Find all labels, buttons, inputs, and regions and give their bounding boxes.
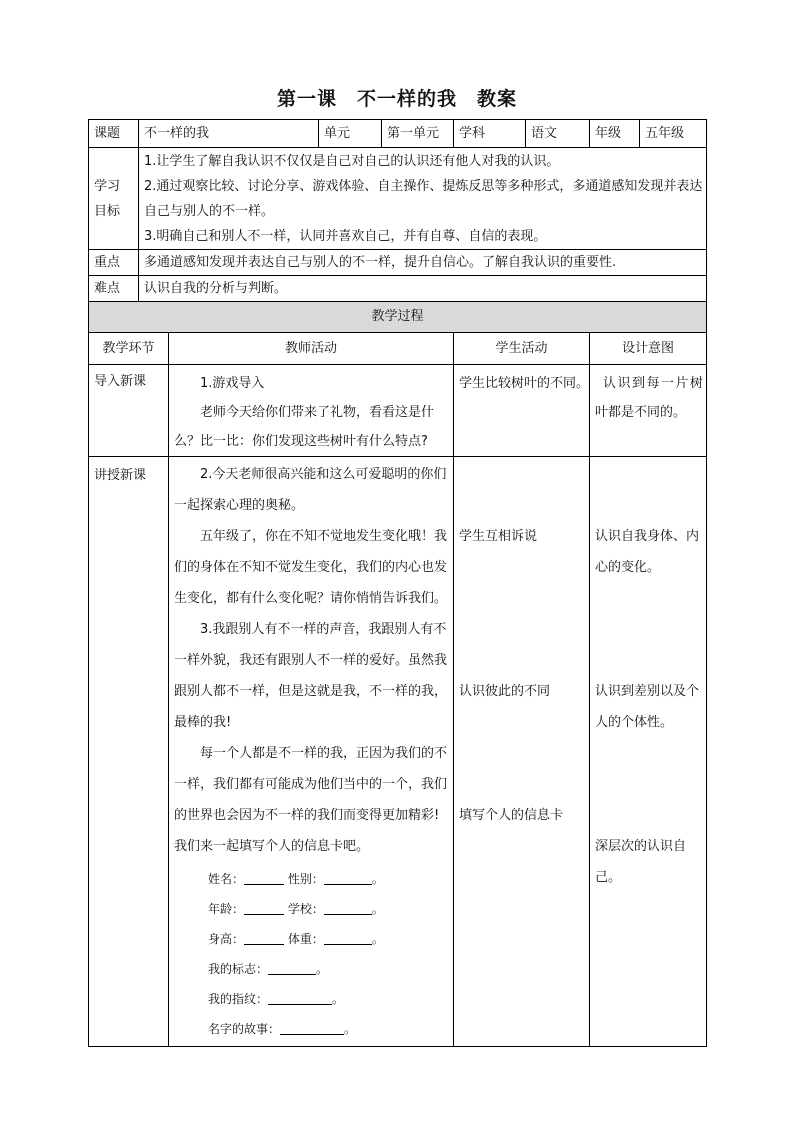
- lesson-design: [590, 457, 707, 1047]
- intro-stage: 导入新课: [89, 365, 169, 457]
- form-name-label: 姓名：: [208, 872, 245, 886]
- process-band: 教学过程: [89, 302, 707, 333]
- form-age-label: 年龄：: [208, 902, 245, 916]
- intro-teacher-line: 老师今天给你们带来了礼物，看看这是什么？比一比：你们发现这些树叶有什么特点?: [174, 405, 435, 449]
- lesson-student-item: 认识彼此的不同: [459, 684, 551, 699]
- lesson-teacher-para: 2.今天老师很高兴能和这么可爱聪明的你们一起探索心理的奥秘。: [174, 467, 447, 513]
- lesson-design-item: 认识自我身体、内心的变化。: [595, 529, 700, 575]
- topic-label: 课题: [89, 120, 139, 148]
- form-end: 。: [371, 902, 384, 916]
- header-student: 学生活动: [454, 333, 590, 365]
- goals-label: [89, 148, 139, 250]
- form-end: 。: [316, 962, 329, 976]
- header-stage: 教学环节: [89, 333, 169, 365]
- difficulty-label: 难点: [89, 276, 139, 302]
- goal-item: 1.让学生了解自我认识不仅仅是自己对自己的认识还有他人对我的认识。: [144, 154, 560, 169]
- lesson-teacher: [169, 457, 454, 1047]
- page-title: 第一课 不一样的我 教案: [276, 88, 517, 110]
- lesson-student: [454, 457, 590, 1047]
- form-line: [174, 1014, 449, 1044]
- form-blank: [244, 900, 284, 915]
- lesson-student-item: 填写个人的信息卡: [459, 808, 564, 823]
- form-school-label: 学校：: [287, 902, 324, 916]
- form-fingerprint-label: 我的指纹：: [208, 992, 269, 1006]
- lesson-teacher-para: 3.我跟别人有不一样的声音，我跟别人有不一样外貌，我还有跟别人不一样的爱好。虽然我跟别人都不一样，但是这就是我，不一样的我，最棒的我!: [174, 622, 448, 730]
- form-story-label: 名字的故事：: [208, 1022, 281, 1036]
- goals-content: [139, 148, 707, 250]
- form-blank: [324, 870, 372, 885]
- form-blank: [324, 900, 372, 915]
- lesson-design-item: 深层次的认识自己。: [595, 839, 687, 885]
- form-end: 。: [371, 932, 384, 946]
- goals-label-line2: 目标: [94, 203, 121, 219]
- form-end: 。: [344, 1022, 357, 1036]
- form-blank: [244, 870, 284, 885]
- lesson-design-item: 认识到差别以及个人的个体性。: [595, 684, 700, 730]
- unit-value: 第一单元: [382, 120, 454, 148]
- focus-label: 重点: [89, 250, 139, 276]
- goal-item: 3.明确自己和别人不一样，认同并喜欢自己，并有自尊、自信的表现。: [144, 229, 547, 244]
- form-height-label: 身高：: [208, 932, 245, 946]
- goal-item: 2.通过观察比较、讨论分享、游戏体验、自主操作、提炼反思等多种形式，多通道感知发现并表达自己与别人的不一样。: [144, 179, 703, 219]
- lesson-teacher-para: 五年级了，你在不知不觉地发生变化哦！我们的身体在不知不觉发生变化，我们的内心也发生变化，都有什么变化呢？请你悄悄告诉我们。: [174, 529, 448, 606]
- unit-label: 单元: [319, 120, 382, 148]
- grade-value: 五年级: [640, 120, 707, 148]
- form-blank: [268, 960, 316, 975]
- form-blank: [268, 990, 332, 1005]
- difficulty-text: 认识自我的分析与判断。: [139, 276, 707, 302]
- goals-label-line1: 学习: [94, 178, 121, 194]
- topic-value: 不一样的我: [139, 120, 319, 148]
- form-mark-label: 我的标志：: [208, 962, 269, 976]
- form-weight-label: 体重：: [287, 932, 324, 946]
- form-line: [174, 954, 449, 984]
- subject-value: 语文: [526, 120, 590, 148]
- grade-label: 年级: [590, 120, 640, 148]
- intro-student: 学生比较树叶的不同。: [454, 365, 590, 457]
- lesson-stage: 讲授新课: [89, 457, 169, 1047]
- subject-label: 学科: [454, 120, 526, 148]
- form-line: [174, 864, 449, 894]
- form-blank: [244, 930, 284, 945]
- form-line: [174, 924, 449, 954]
- header-design: 设计意图: [590, 333, 707, 365]
- intro-teacher: [169, 365, 454, 457]
- lesson-plan-table: [88, 119, 706, 1047]
- form-line: [174, 984, 449, 1014]
- form-line: [174, 894, 449, 924]
- form-gender-label: 性别：: [287, 872, 324, 886]
- intro-design: 认识到每一片树叶都是不同的。: [590, 365, 707, 457]
- intro-teacher-line: 1.游戏导入: [200, 376, 265, 391]
- header-teacher: 教师活动: [169, 333, 454, 365]
- form-blank: [324, 930, 372, 945]
- info-card-form: [174, 864, 449, 1044]
- lesson-teacher-para: 每一个人都是不一样的我，正因为我们的不一样，我们都有可能成为他们当中的一个，我们的世界也会因为不一样的我们而变得更加精彩!我们来一起填写个人的信息卡吧。: [174, 746, 448, 854]
- focus-text: 多通道感知发现并表达自己与别人的不一样，提升自信心。了解自我认识的重要性.: [139, 250, 707, 276]
- form-end: 。: [371, 872, 384, 886]
- form-end: 。: [332, 992, 345, 1006]
- lesson-student-item: 学生互相诉说: [459, 529, 538, 544]
- form-blank: [280, 1020, 344, 1035]
